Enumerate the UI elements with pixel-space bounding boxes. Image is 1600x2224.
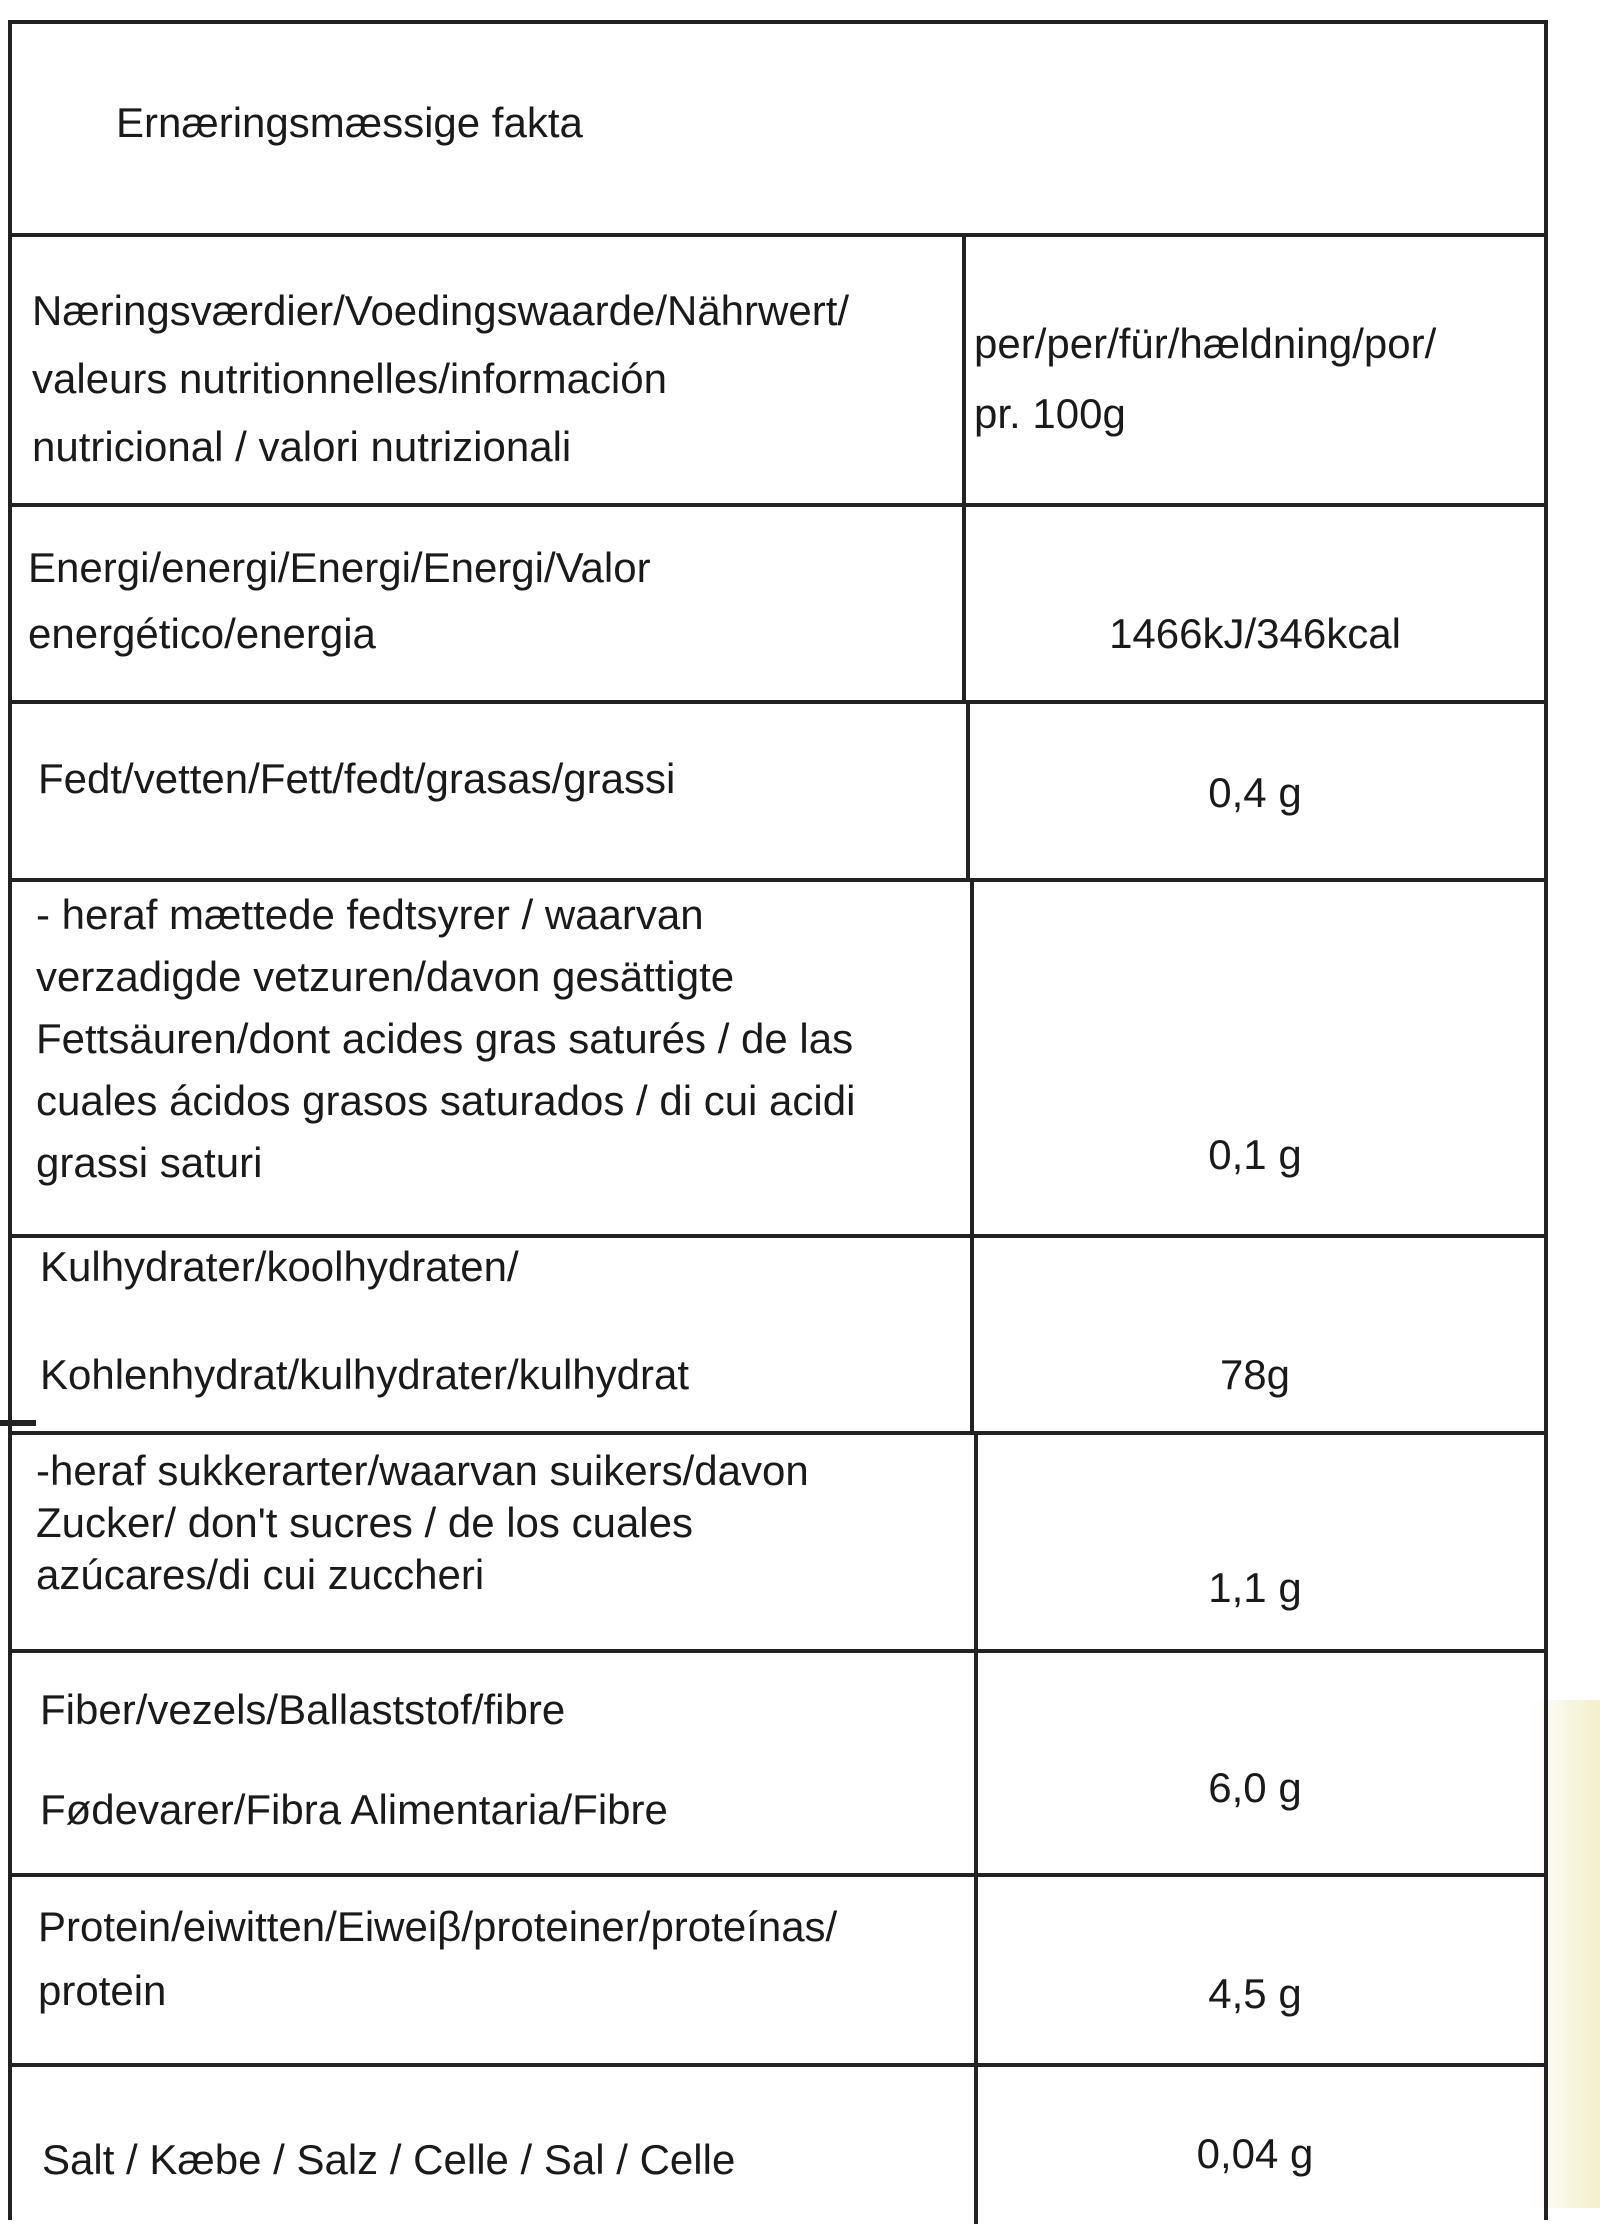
- salt-label: Salt / Kæbe / Salz / Celle / Sal / Celle: [42, 2136, 736, 2183]
- saturated-fat-value: 0,1 g: [1208, 1131, 1302, 1178]
- header-value: per/per/für/hældning/por/ pr. 100g: [974, 320, 1437, 437]
- energy-label: Energi/energi/Energi/Energi/Valor energético/energia: [28, 544, 651, 657]
- header-row: [12, 237, 1544, 507]
- sugars-label: -heraf sukkerarter/waarvan suikers/davon Zucker/ don't sucres / de los cuales azúcares/di cui zuccheri: [36, 1447, 809, 1598]
- table-title: Ernæringsmæssige fakta: [116, 99, 583, 146]
- energy-value: 1466kJ/346kcal: [1109, 610, 1401, 657]
- carbohydrates-label: Kulhydrater/koolhydraten/ Kohlenhydrat/kulhydrater/kulhydrat: [40, 1243, 690, 1398]
- row-energy: [12, 507, 1544, 704]
- row-carbohydrates: [12, 1238, 1544, 1435]
- row-protein: [12, 1877, 1544, 2067]
- fibre-value: 6,0 g: [1208, 1764, 1302, 1811]
- protein-value: 4,5 g: [1208, 1970, 1302, 2017]
- row-saturated-fat: [12, 882, 1544, 1238]
- carbohydrates-value: 78g: [1219, 1351, 1291, 1398]
- edge-mark: [0, 1420, 36, 1426]
- salt-value: 0,04 g: [1196, 2130, 1314, 2177]
- fat-value: 0,4 g: [1208, 769, 1302, 816]
- fat-label: Fedt/vetten/Fett/fedt/grasas/grassi: [38, 755, 676, 802]
- fibre-label: Fiber/vezels/Ballaststof/fibre Fødevarer/Fibra Alimentaria/Fibre: [40, 1686, 668, 1833]
- title-row: [12, 24, 1544, 237]
- row-salt: [12, 2067, 1544, 2224]
- row-sugars: [12, 1435, 1544, 1653]
- sugars-value: 1,1 g: [1208, 1564, 1302, 1611]
- saturated-fat-label: - heraf mættede fedtsyrer / waarvan verzadigde vetzuren/davon gesättigte Fettsäuren/dont acides gras saturés / de las cuales ácidos grasos saturados / di cui acidi grassi saturi: [36, 891, 856, 1186]
- row-fat: [12, 704, 1544, 882]
- nutrition-table: [8, 20, 1548, 2220]
- protein-label: Protein/eiwitten/Eiweiβ/proteiner/proteínas/ protein: [38, 1903, 838, 2014]
- header-label: Næringsværdier/Voedingswaarde/Nährwert/ valeurs nutritionnelles/información nutricional / valori nutrizionali: [32, 287, 850, 470]
- column-divider: [962, 237, 966, 503]
- row-fibre: [12, 1653, 1544, 1877]
